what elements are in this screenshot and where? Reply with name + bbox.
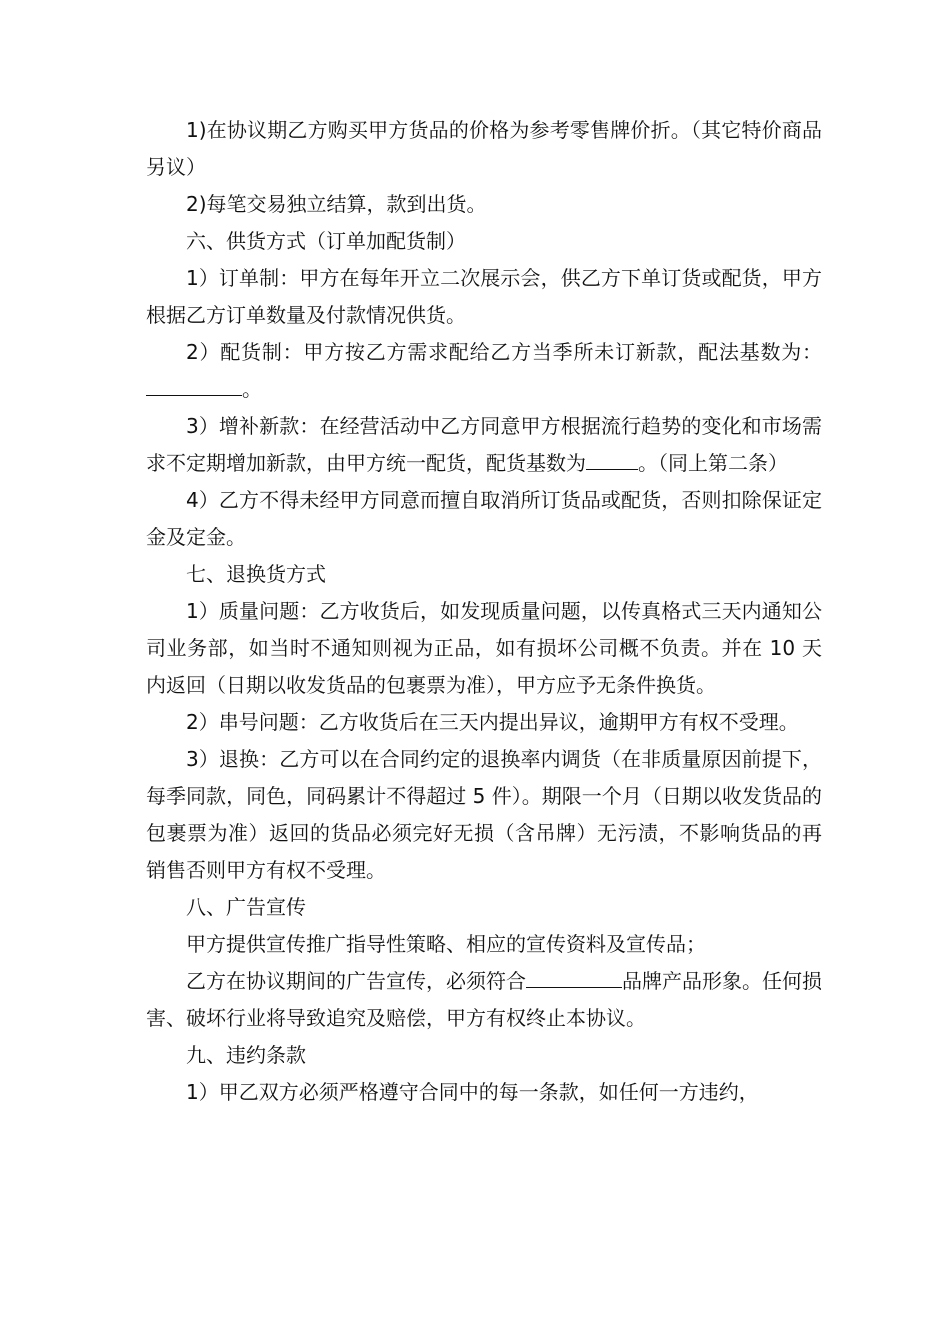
paragraph-text: 1）质量问题：乙方收货后，如发现质量问题，以传真格式三天内通知公司业务部，如当时不通知则视为正品，如有损坏公司概不负责。并在 10 天内返回（日期以收发货品的包裹票为准），甲方应予无条件换货。: [146, 599, 822, 697]
paragraph-breach-terms: [146, 1074, 822, 1111]
heading-text: 七、退换货方式: [186, 562, 326, 586]
paragraph-text: 1）甲乙双方必须严格遵守合同中的每一条款，如任何一方违约，: [186, 1080, 759, 1104]
paragraph-price-terms: [146, 112, 822, 186]
paragraph-text: 。: [242, 377, 262, 401]
paragraph-text: 甲方提供宣传推广指导性策略、相应的宣传资料及宣传品；: [186, 932, 706, 956]
paragraph-party-a-promotion: [146, 926, 822, 963]
paragraph-text: 3）退换：乙方可以在合同约定的退换率内调货（在非质量原因前提下，每季同款，同色，同码累计不得超过 5 件）。期限一个月（日期以收发货品的包裹票为准）返回的货品必须完好无损（含吊牌）无污渍，不影响货品的再销售否则甲方有权不受理。: [146, 747, 822, 882]
paragraph-text: 1）订单制：甲方在每年开立二次展示会，供乙方下单订货或配货，甲方根据乙方订单数量及付款情况供货。: [146, 266, 822, 327]
fill-in-blank: [146, 373, 242, 396]
paragraph-party-b-advertising: [146, 963, 822, 1037]
paragraph-text: 品牌产品形象。任何损害、破坏行业将导致追究及赔偿，甲方有权终止本协议。: [146, 969, 822, 1030]
paragraph-order-system: [146, 260, 822, 334]
paragraph-allocation-system: [146, 334, 822, 408]
paragraph-new-styles: [146, 408, 822, 482]
paragraph-exchange: [146, 741, 822, 889]
section-heading-supply-method: [146, 223, 822, 260]
heading-text: 九、违约条款: [186, 1043, 306, 1067]
paragraph-no-cancellation: [146, 482, 822, 556]
paragraph-text: 3）增补新款：在经营活动中乙方同意甲方根据流行趋势的变化和市场需求不定期增加新款，由甲方统一配货，配货基数为: [146, 414, 822, 475]
paragraph-serial-issues: [146, 704, 822, 741]
fill-in-blank: [586, 447, 638, 470]
paragraph-text: 1)在协议期乙方购买甲方货品的价格为参考零售牌价折。（其它特价商品另议）: [146, 118, 822, 179]
paragraph-text: 2)每笔交易独立结算，款到出货。: [186, 192, 487, 216]
paragraph-quality-issues: [146, 593, 822, 704]
paragraph-text: 2）串号问题：乙方收货后在三天内提出异议，逾期甲方有权不受理。: [186, 710, 799, 734]
paragraph-text: 乙方在协议期间的广告宣传，必须符合: [186, 969, 526, 993]
paragraph-text: 4）乙方不得未经甲方同意而擅自取消所订货品或配货，否则扣除保证定金及定金。: [146, 488, 822, 549]
section-heading-advertising: [146, 889, 822, 926]
paragraph-text: 2）配货制：甲方按乙方需求配给乙方当季所未订新款，配法基数为：: [186, 340, 822, 364]
paragraph-text: 。（同上第二条）: [638, 451, 788, 475]
fill-in-blank: [526, 965, 622, 988]
section-heading-returns: [146, 556, 822, 593]
heading-text: 六、供货方式（订单加配货制）: [186, 229, 466, 253]
section-heading-breach: [146, 1037, 822, 1074]
paragraph-settlement: [146, 186, 822, 223]
heading-text: 八、广告宣传: [186, 895, 306, 919]
